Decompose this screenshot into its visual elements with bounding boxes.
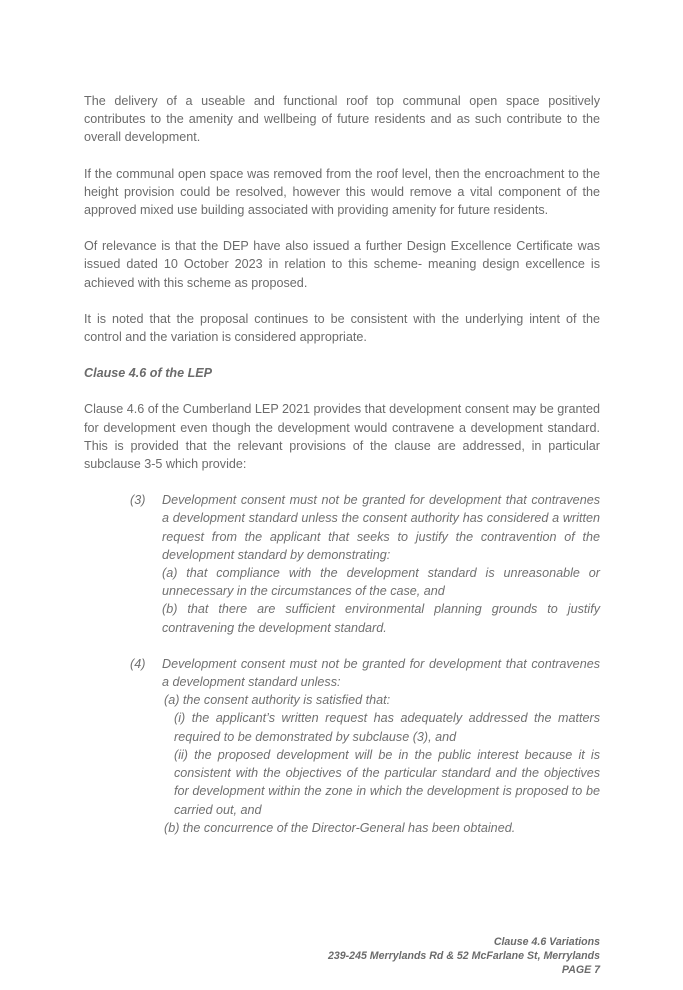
clause-3-item-b: (b) that there are sufficient environmental planning grounds to justify contravening the development standard. [162,602,600,635]
quoted-clauses [84,491,600,837]
clause-4-number: (4) [130,656,146,671]
page-footer [328,935,600,977]
document-body [84,92,600,855]
clause-3-number: (3) [130,493,146,508]
clause-4-lead: Development consent must not be granted for development that contravenes a development standard unless: [162,656,600,690]
paragraph-encroachment: If the communal open space was removed from the roof level, then the encroachment to the height provision could be resolved, however this would remove a vital component of the approved mixed use building associated with providing amenity for future residents. [84,166,600,218]
clause-4-item-b: (b) the concurrence of the Director-General has been obtained. [164,820,516,835]
clause-4-item-ii: (ii) the proposed development will be in the public interest because it is consistent with the objectives of the particular standard and the objectives for development within the zone in which the development is proposed to be carried out, and [174,747,600,817]
paragraph-roof-communal-space: The delivery of a useable and functional roof top communal open space positively contributes to the amenity and wellbeing of future residents and as such contribute to the overall development. [84,94,600,145]
footer-page-number: PAGE 7 [561,964,600,976]
paragraph-consistency: It is noted that the proposal continues to be consistent with the underlying intent of the control and the variation is considered appropriate. [84,311,600,345]
paragraph-clause-intro: Clause 4.6 of the Cumberland LEP 2021 provides that development consent may be granted for development even though the development would contravene a development standard. This is provided that the relevant provisions of the clause are addressed, in particular subclause 3-5 which provide: [84,402,600,472]
section-heading: Clause 4.6 of the LEP [84,366,213,381]
clause-4-item-i: (i) the applicant’s written request has adequately addressed the matters required to be demonstrated by subclause (3), and [174,711,600,744]
footer-address: 239-245 Merrylands Rd & 52 McFarlane St, Merrylands [327,950,600,962]
clause-3 [130,491,600,637]
paragraph-design-excellence: Of relevance is that the DEP have also issued a further Design Excellence Certificate was issued dated 10 October 2023 in relation to this scheme- meaning design excellence is achieved with this scheme as proposed. [84,239,600,290]
clause-4 [130,655,600,837]
clause-3-item-a: (a) that compliance with the development standard is unreasonable or unnecessary in the circumstances of the case, and [162,566,600,599]
clause-4-item-a: (a) the consent authority is satisfied that: [164,693,391,708]
footer-title: Clause 4.6 Variations [493,936,600,948]
clause-3-lead: Development consent must not be granted for development that contravenes a development standard unless the consent authority has considered a written request from the applicant that seeks to justify the contravention of the development standard by demonstrating: [162,493,600,562]
